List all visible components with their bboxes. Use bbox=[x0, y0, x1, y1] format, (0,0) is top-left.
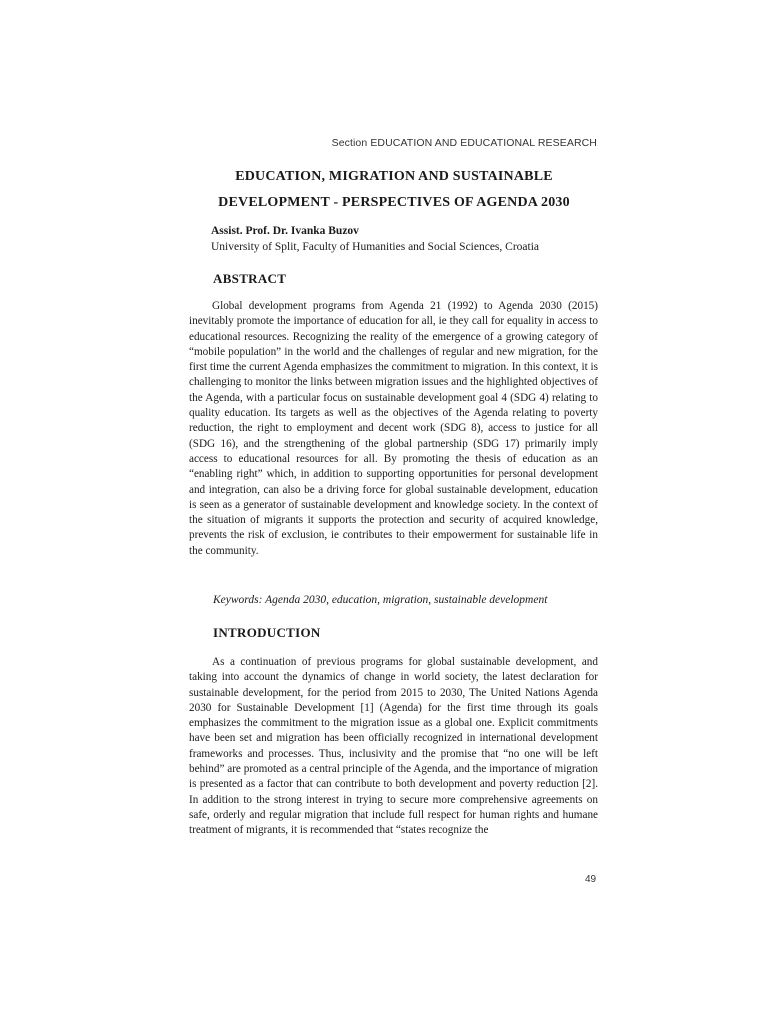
abstract-heading: ABSTRACT bbox=[213, 271, 287, 286]
page-number: 49 bbox=[585, 874, 597, 885]
running-head: Section EDUCATION AND EDUCATIONAL RESEARCH bbox=[331, 137, 597, 149]
keywords-line: Keywords: Agenda 2030, education, migration, sustainable development bbox=[213, 594, 548, 606]
title-line-1: EDUCATION, MIGRATION AND SUSTAINABLE bbox=[235, 169, 553, 184]
introduction-paragraph: As a continuation of previous programs for global sustainable development, and taking into account the dynamics of change in world society, the latest declaration for sustainable development, for the period from 2015 to 2030, The United Nations Agenda 2030 for Sustainable Development [1] (Agenda) for the first time through its goals emphasizes the commitment to the migration issue as a global one. Explicit commitments have been set and migration has been officially recognized in international development frameworks and processes. Thus, inclusivity and the promise that “no one will be left behind” are promoted as a central principle of the Agenda, and the importance of migration is presented as a factor that can contribute to both development and poverty reduction [2]. In addition to the strong interest in trying to secure more comprehensive agreements on safe, orderly and regular migration that include full respect for human rights and humane treatment of migrants, it is recommended that “states recognize the bbox=[189, 656, 598, 837]
author-affiliation: University of Split, Faculty of Humanities and Social Sciences, Croatia bbox=[211, 241, 540, 253]
abstract-paragraph: Global development programs from Agenda 21 (1992) to Agenda 2030 (2015) inevitably promote the importance of education for all, ie they call for equality in access to educational resources. Recognizing the reality of the emergence of a growing category of “mobile population” in the world and the challenges of regular and new migration, for the first time the current Agenda emphasizes the commitment to migration. In this context, it is challenging to monitor the links between migration issues and the highlighted objectives of the Agenda, with a particular focus on sustainable development goal 4 (SDG 4) relating to quality education. Its targets as well as the objectives of the Agenda relating to poverty reduction, the right to employment and decent work (SDG 8), access to justice for all (SDG 16), and the strengthening of the global partnership (SDG 17) primarily imply access to educational resources for all. By promoting the thesis of education as an “enabling right” which, in addition to supporting opportunities for personal development and integration, can also be a driving force for global sustainable development, education is seen as a generator of sustainable development and knowledge society. In the context of the situation of migrants it supports the protection and security of acquired knowledge, prevents the risk of exclusion, ie contributes to their empowerment for sustainable life in the community. bbox=[189, 300, 598, 557]
paper-title bbox=[190, 164, 598, 216]
author-block bbox=[211, 223, 539, 255]
title-line-2: DEVELOPMENT - PERSPECTIVES OF AGENDA 2030 bbox=[218, 195, 570, 210]
introduction-heading: INTRODUCTION bbox=[213, 625, 321, 640]
author-name: Assist. Prof. Dr. Ivanka Buzov bbox=[211, 225, 359, 237]
